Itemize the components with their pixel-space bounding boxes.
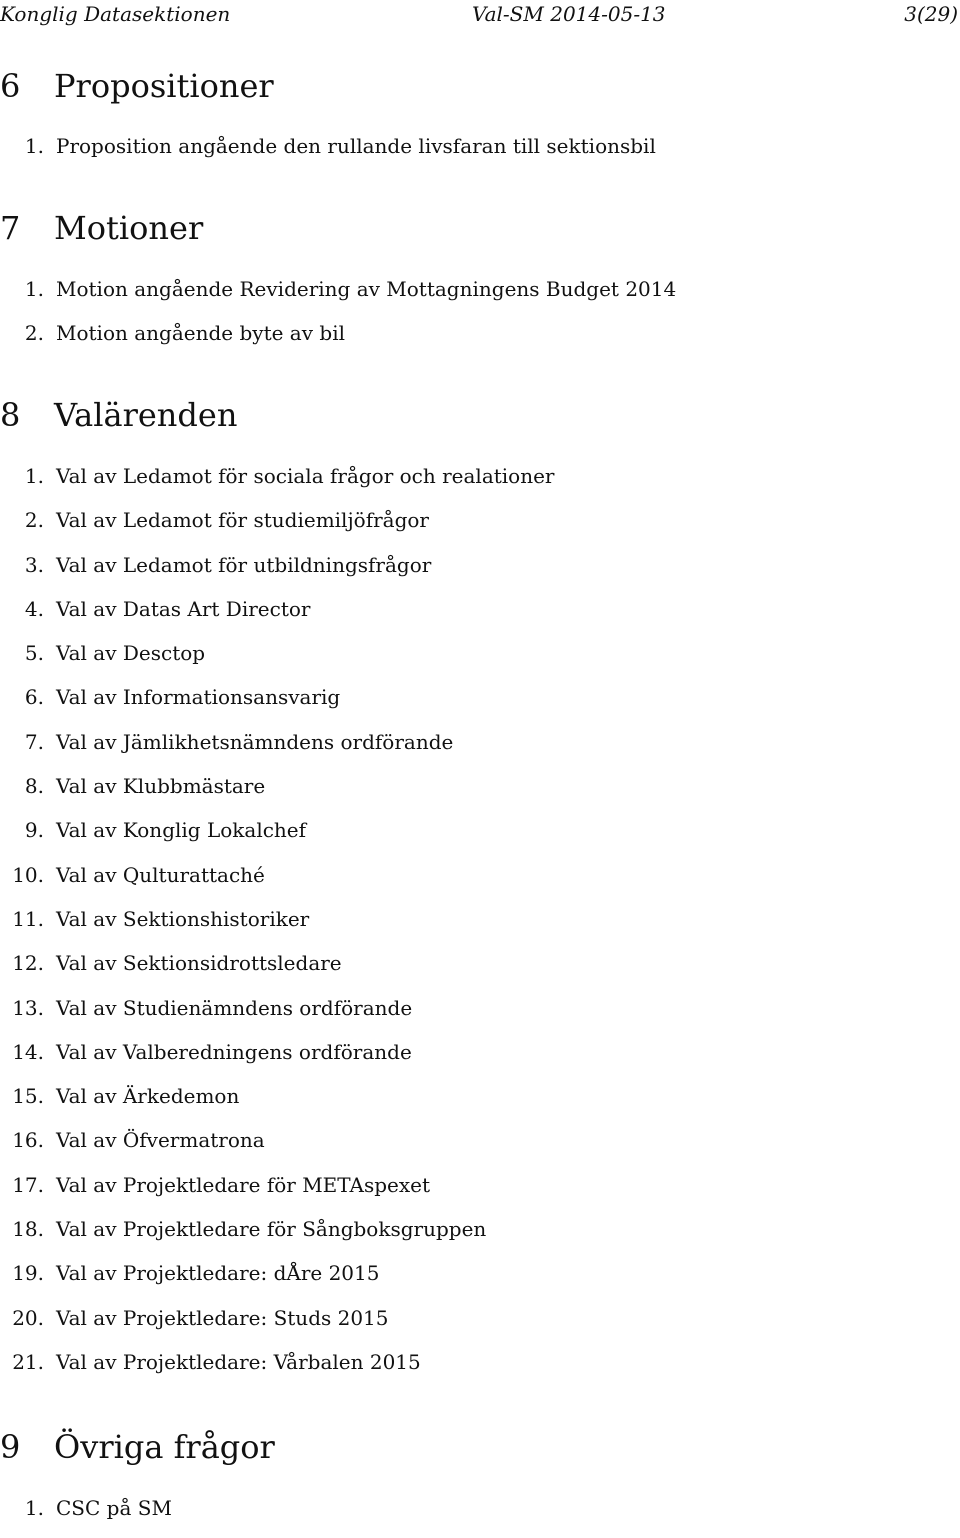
item-number: 13. — [12, 995, 44, 1020]
section-number: 6 — [0, 67, 21, 105]
item-text: Val av Jämlikhetsnämndens ordförande — [56, 729, 454, 754]
item-text: Val av Ledamot för utbildningsfrågor — [56, 552, 432, 577]
section-heading-propositioner — [0, 66, 274, 106]
section-heading-valarenden — [0, 395, 237, 435]
item-text: Val av Desctop — [56, 641, 206, 666]
section-title: Motioner — [54, 209, 204, 247]
item-text: Val av Datas Art Director — [56, 596, 311, 621]
item-text: Val av Sektionshistoriker — [56, 906, 310, 931]
item-text: Proposition angående den rullande livsfaran till sektionsbil — [56, 134, 656, 158]
item-text: Val av Sektionsidrottsledare — [56, 951, 342, 976]
section-title: Valärenden — [54, 396, 238, 434]
item-number: 15. — [12, 1084, 44, 1109]
item-text: Val av Valberedningens ordförande — [56, 1039, 412, 1064]
item-number: 1. — [24, 277, 44, 301]
section-number: 8 — [0, 396, 21, 434]
item-text: Val av Ledamot för sociala frågor och realationer — [56, 464, 555, 488]
item-text: Val av Öfvermatrona — [56, 1128, 265, 1153]
page-header — [0, 0, 960, 28]
section-number: 9 — [0, 1428, 21, 1466]
item-number: 2. — [24, 321, 44, 346]
item-text: Motion angående byte av bil — [56, 321, 345, 346]
item-number: 5. — [24, 641, 44, 666]
item-text: Val av Projektledare: dÅre 2015 — [56, 1261, 380, 1286]
header-page-number: 3(29) — [904, 2, 958, 26]
item-text: Val av Studienämndens ordförande — [56, 995, 413, 1020]
item-text: Val av Informationsansvarig — [56, 685, 341, 710]
item-number: 10. — [12, 862, 44, 887]
section-heading-ovriga-fragor — [0, 1427, 275, 1467]
item-number: 2. — [24, 508, 44, 533]
item-number: 3. — [24, 552, 44, 577]
item-text: Val av Qulturattaché — [56, 862, 265, 887]
item-number: 17. — [12, 1172, 44, 1197]
item-number: 14. — [12, 1039, 44, 1064]
item-text: Val av Projektledare för Sångboksgruppen — [56, 1217, 487, 1242]
item-text: Val av Projektledare för METAspexet — [56, 1172, 431, 1197]
item-number: 4. — [24, 596, 44, 621]
item-text: Val av Konglig Lokalchef — [56, 818, 307, 843]
section-number: 7 — [0, 209, 21, 247]
item-number: 1. — [24, 464, 44, 488]
header-meeting-date: Val-SM 2014-05-13 — [472, 2, 666, 26]
item-text: CSC på SM — [56, 1496, 172, 1520]
section-title: Övriga frågor — [54, 1428, 275, 1466]
item-number: 18. — [12, 1217, 44, 1242]
item-text: Val av Klubbmästare — [56, 774, 266, 799]
item-text: Val av Projektledare: Vårbalen 2015 — [56, 1349, 421, 1374]
item-number: 12. — [12, 951, 44, 976]
item-text: Val av Ärkedemon — [56, 1084, 240, 1109]
section-heading-motioner — [0, 208, 203, 248]
item-text: Motion angående Revidering av Mottagningens Budget 2014 — [56, 277, 677, 301]
item-number: 1. — [24, 1496, 44, 1520]
item-number: 21. — [12, 1349, 44, 1374]
item-text: Val av Ledamot för studiemiljöfrågor — [56, 508, 429, 533]
item-number: 11. — [12, 906, 44, 931]
item-text: Val av Projektledare: Studs 2015 — [56, 1305, 389, 1330]
item-number: 16. — [12, 1128, 44, 1153]
item-number: 7. — [24, 729, 44, 754]
item-number: 8. — [24, 774, 44, 799]
item-number: 20. — [12, 1305, 44, 1330]
item-number: 6. — [24, 685, 44, 710]
item-number: 1. — [24, 134, 44, 158]
item-number: 19. — [12, 1261, 44, 1286]
section-title: Propositioner — [54, 67, 274, 105]
header-organization: Konglig Datasektionen — [0, 2, 231, 26]
item-number: 9. — [24, 818, 44, 843]
